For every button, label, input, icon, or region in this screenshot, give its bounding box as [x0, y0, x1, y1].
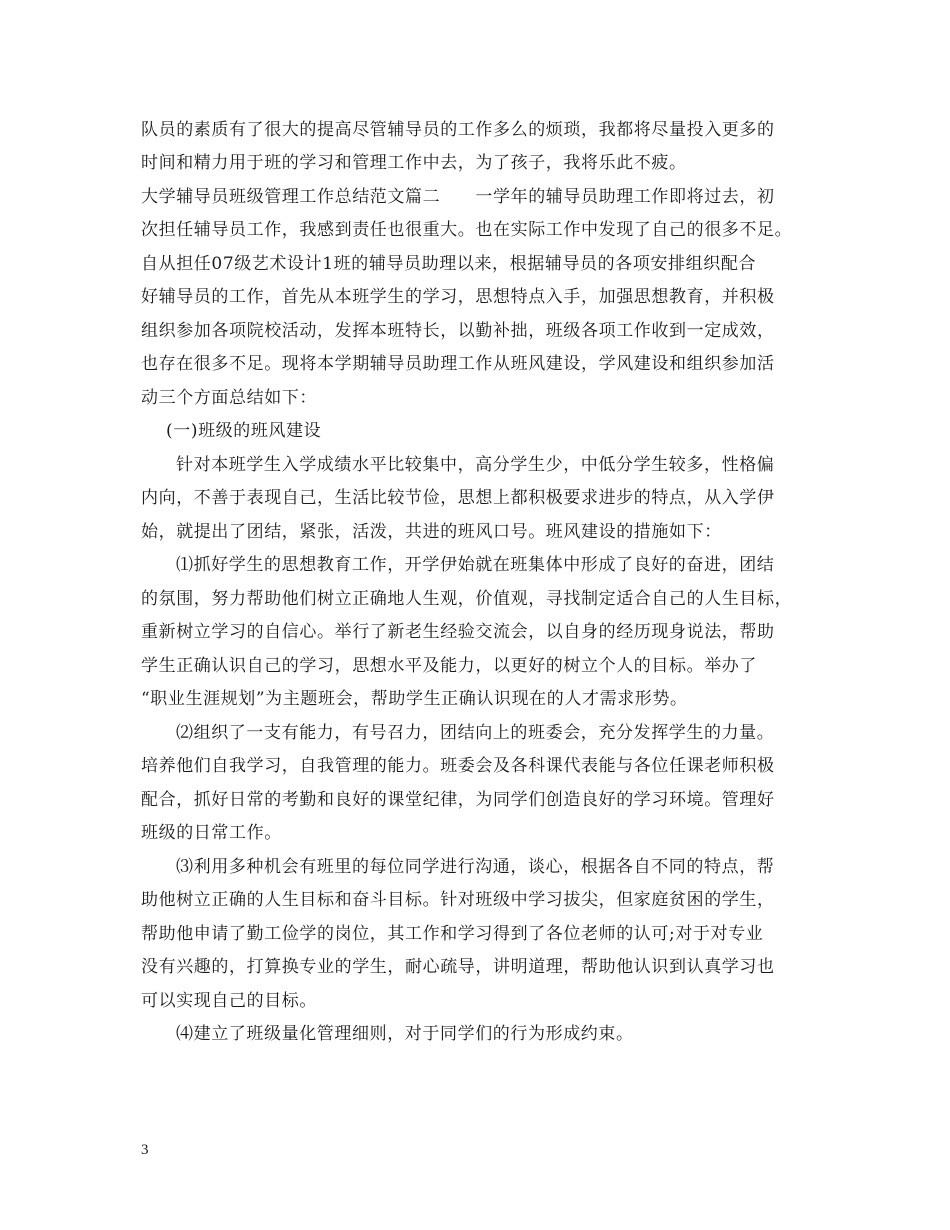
body-text-line: 班级的日常工作。 — [141, 823, 282, 843]
body-text-line: 动三个方面总结如下： — [141, 388, 317, 408]
body-text-line: 次担任辅导员工作，我感到责任也很重大。也在实际工作中发现了自己的很多不足。 — [141, 220, 793, 240]
body-text-line: ⑵组织了一支有能力，有号召力，团结向上的班委会，充分发挥学生的力量。 — [176, 723, 775, 743]
section-heading-line: 大学辅导员班级管理工作总结范文篇二 一学年的辅导员助理工作即将过去，初 — [141, 187, 775, 207]
body-text-line: 培养他们自我学习，自我管理的能力。班委会及各科课代表能与各位任课老师积极 — [141, 756, 775, 776]
body-text-line: 重新树立学习的自信心。举行了新老生经验交流会，以自身的经历现身说法，帮助 — [141, 622, 775, 642]
body-text-line: 可以实现自己的目标。 — [141, 991, 317, 1011]
body-text-line: 好辅导员的工作，首先从本班学生的学习，思想特点入手，加强思想教育，并积极 — [141, 287, 775, 307]
body-text-line: 始，就提出了团结，紧张，活泼，共进的班风口号。班风建设的措施如下： — [141, 522, 722, 542]
body-text-line: 帮助他申请了勤工俭学的岗位，其工作和学习得到了各位老师的认可;对于对专业 — [141, 924, 764, 944]
page-number: 3 — [141, 1142, 149, 1158]
body-text-line: 时间和精力用于班的学习和管理工作中去，为了孩子，我将乐此不疲。 — [141, 153, 687, 173]
body-text-line: “职业生涯规划”为主题班会，帮助学生正确认识现在的人才需求形势。 — [141, 689, 688, 709]
body-text-line: ⑴抓好学生的思想教育工作，开学伊始就在班集体中形成了良好的奋进，团结 — [176, 555, 775, 575]
body-text-line: 没有兴趣的，打算换专业的学生，耐心疏导，讲明道理，帮助他认识到认真学习也 — [141, 957, 775, 977]
body-text-line: 配合，抓好日常的考勤和良好的课堂纪律，为同学们创造良好的学习环境。管理好 — [141, 790, 775, 810]
body-text-line: 也存在很多不足。现将本学期辅导员助理工作从班风建设，学风建设和组织参加活 — [141, 354, 775, 374]
body-text-line: 助他树立正确的人生目标和奋斗目标。针对班级中学习拔尖，但家庭贫困的学生， — [141, 890, 775, 910]
body-text-line: 内向，不善于表现自己，生活比较节俭，思想上都积极要求进步的特点，从入学伊 — [141, 488, 775, 508]
body-text-line: 队员的素质有了很大的提高尽管辅导员的工作多么的烦琐，我都将尽量投入更多的 — [141, 120, 775, 140]
body-text-line: 自从担任07级艺术设计1班的辅导员助理以来，根据辅导员的各项安排组织配合 — [141, 254, 757, 274]
body-text-line: 学生正确认识自己的学习，思想水平及能力，以更好的树立个人的目标。举办了 — [141, 656, 757, 676]
body-text-line: ⑷建立了班级量化管理细则，对于同学们的行为形成约束。 — [176, 1024, 634, 1044]
body-text-line: 针对本班学生入学成绩水平比较集中，高分学生少，中低分学生较多，性格偏 — [176, 455, 775, 475]
body-text-line: 组织参加各项院校活动，发挥本班特长，以勤补拙，班级各项工作收到一定成效， — [141, 321, 775, 341]
subsection-heading: (一)班级的班风建设 — [166, 421, 322, 441]
body-text-line: ⑶利用多种机会有班里的每位同学进行沟通，谈心，根据各自不同的特点，帮 — [176, 857, 775, 877]
body-text-line: 的氛围，努力帮助他们树立正确地人生观，价值观，寻找制定适合自己的人生目标， — [141, 589, 793, 609]
